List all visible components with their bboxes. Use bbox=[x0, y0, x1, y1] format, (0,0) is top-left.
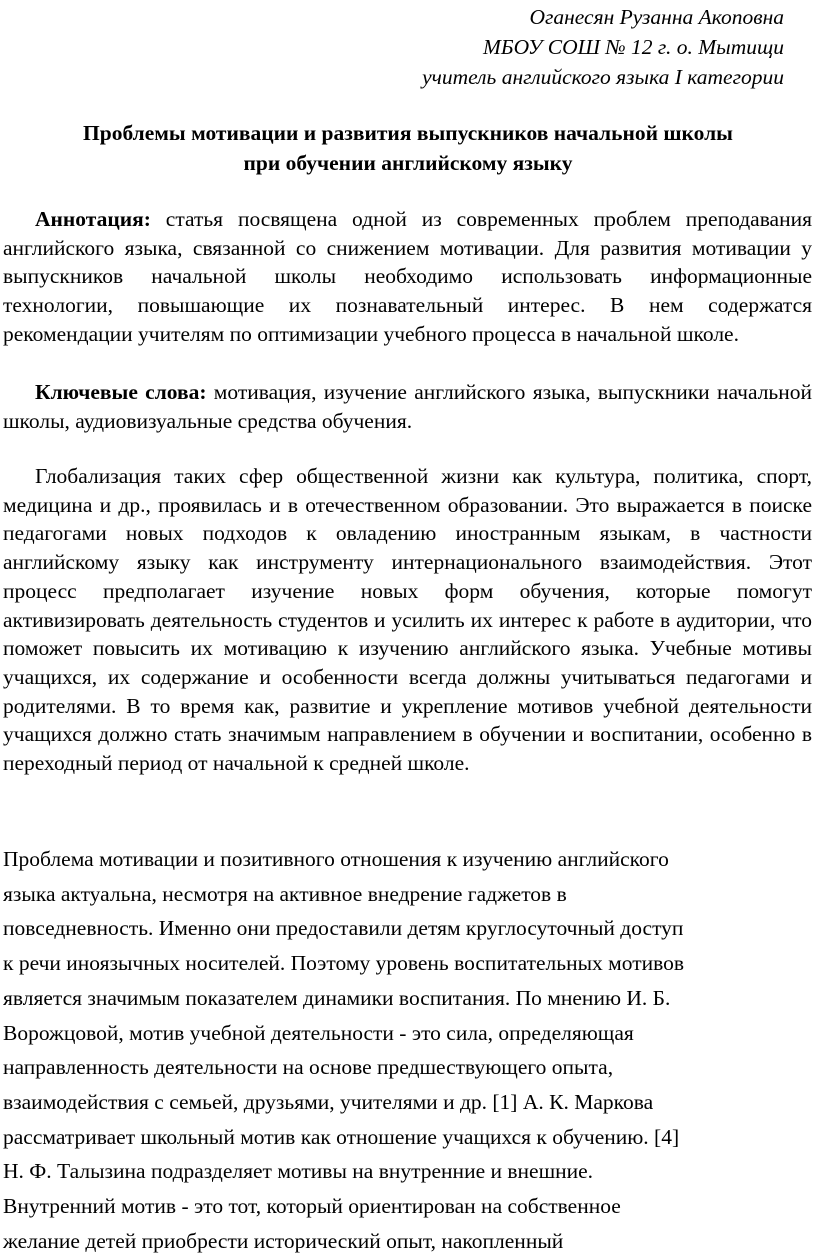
paragraph-line: является значимым показателем динамики воспитания. По мнению И. Б. bbox=[3, 985, 671, 1010]
author-info bbox=[422, 2, 784, 92]
keywords-paragraph bbox=[3, 378, 812, 435]
author-position: учитель английского языка I категории bbox=[422, 65, 784, 89]
paragraph-text: Глобализация таких сфер общественной жизни как культура, политика, спорт, медицина и др., проявилась и в отечественном образовании. Это выражается в поиске педагогами новых подходов к овладению иностранным языкам, в частности английскому языку как инструменту интернационального взаимодействия. Этот процесс предполагает изучение новых форм обучения, которые помогут активизировать деятельность студентов и усилить их интерес к работе в аудитории, что поможет повысить их мотивацию к изучению английского языка. Учебные мотивы учащихся, их содержание и особенности всегда должны учитываться педагогами и родителями. В то время как, развитие и укрепление мотивов учебной деятельности учащихся должно стать значимым направлением в обучении и воспитании, особенно в переходный период от начальной к средней школе. bbox=[3, 464, 812, 776]
abstract-section bbox=[3, 205, 812, 349]
keywords-section bbox=[3, 378, 812, 435]
article-title bbox=[0, 118, 816, 178]
keywords-text: мотивация, изучение английского языка, выпускники начальной школы, аудиовизуальные средства обучения. bbox=[3, 380, 812, 433]
keywords-label: Ключевые слова: bbox=[35, 380, 207, 404]
paragraph-line: Н. Ф. Талызина подразделяет мотивы на внутренние и внешние. bbox=[3, 1159, 594, 1184]
author-school: МБОУ СОШ № 12 г. о. Мытищи bbox=[483, 35, 784, 59]
paragraph-line: языка актуальна, несмотря на активное внедрение гаджетов в bbox=[3, 881, 567, 906]
paragraph-line: к речи иноязычных носителей. Поэтому уровень воспитательных мотивов bbox=[3, 951, 685, 976]
author-name: Оганесян Рузанна Акоповна bbox=[529, 5, 784, 29]
paragraph-line: направленность деятельности на основе предшествующего опыта, bbox=[3, 1055, 614, 1080]
abstract-paragraph bbox=[3, 205, 812, 349]
paragraph-line: Проблема мотивации и позитивного отношения к изучению английского bbox=[3, 847, 669, 871]
paragraph-line: желание детей приобрести исторический опыт, накопленный bbox=[3, 1228, 564, 1253]
paragraph-line: рассматривает школьный мотив как отношение учащихся к обучению. [4] bbox=[3, 1124, 680, 1149]
title-line-1: Проблемы мотивации и развития выпускников начальной школы bbox=[83, 121, 733, 145]
title-line-2: при обучении английскому языку bbox=[243, 151, 573, 175]
paragraph-line: повседневность. Именно они предоставили детям круглосуточный доступ bbox=[3, 916, 684, 941]
abstract-text: статья посвящена одной из современных проблем преподавания английского языка, связанной со снижением мотивации. Для развития мотивации у выпускников начальной школы необходимо использовать информационные технологии, повышающие их познавательный интерес. В нем содержатся рекомендации учителям по оптимизации учебного процесса в начальной школе. bbox=[3, 207, 812, 346]
body-paragraph-1 bbox=[3, 462, 812, 778]
abstract-label: Аннотация: bbox=[35, 207, 151, 231]
paragraph-line: Ворожцовой, мотив учебной деятельности - это сила, определяющая bbox=[3, 1020, 634, 1045]
body-paragraph-2 bbox=[3, 842, 803, 1258]
paragraph-line: Внутренний мотив - это тот, который ориентирован на собственное bbox=[3, 1194, 621, 1219]
paragraph-line: взаимодействия с семьей, друзьями, учителями и др. [1] А. К. Маркова bbox=[3, 1089, 654, 1114]
